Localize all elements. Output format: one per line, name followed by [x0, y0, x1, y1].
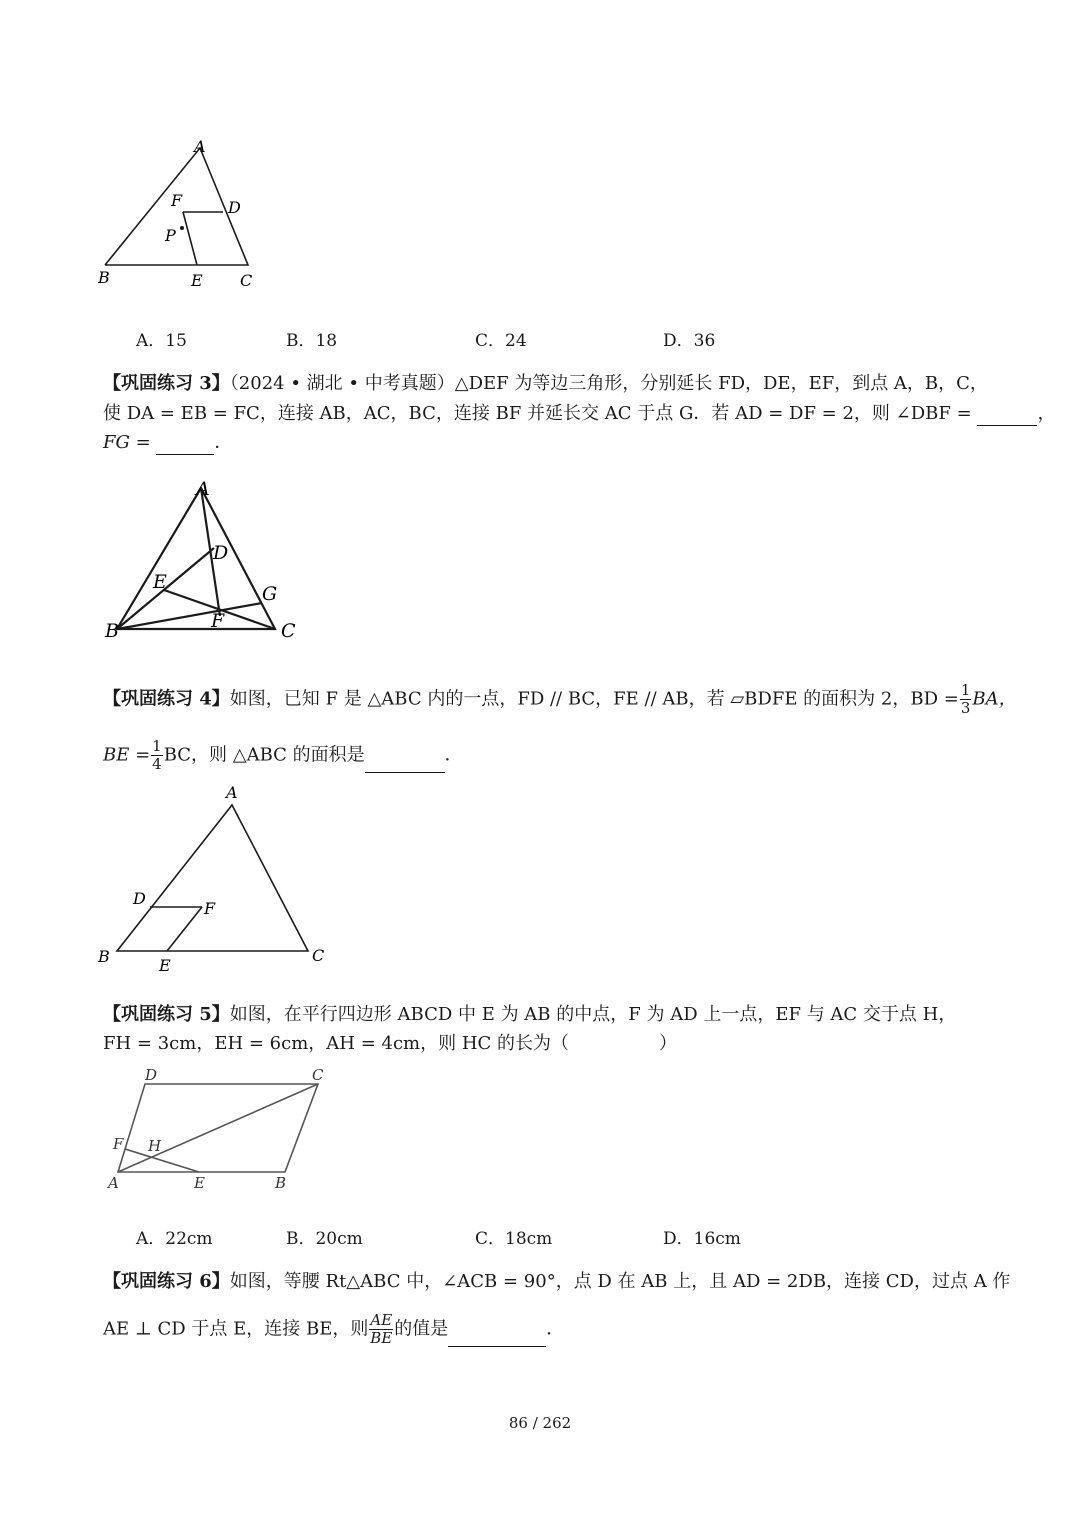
- ex3-tag: 【巩固练习 3】: [103, 373, 230, 394]
- label-b: B: [105, 620, 119, 642]
- figure-equilateral-def: [95, 475, 310, 645]
- point-p: [180, 226, 184, 230]
- ex3-comma: ，: [1037, 403, 1056, 424]
- option-c[interactable]: C．24: [475, 331, 527, 351]
- ex3-text1: △DEF 为等边三角形，分别延长 FD，DE，EF，到点 A，B，C，: [454, 373, 988, 394]
- ex6-text1: 如图，等腰 Rt△ABC 中，∠ACB = 90°，点 D 在 AB 上，且 AD = 2DB，连接 CD，过点 A 作: [229, 1271, 1011, 1292]
- label-c: C: [240, 271, 253, 290]
- frac-num: 1: [152, 737, 162, 755]
- ex3-answer-blank-1[interactable]: [977, 409, 1037, 426]
- label-c: C: [312, 1066, 324, 1084]
- ex6-line1: [103, 1270, 1010, 1294]
- label-e: E: [153, 571, 167, 593]
- ex6-tag: 【巩固练习 6】: [103, 1271, 230, 1292]
- ex3-line3: [103, 431, 232, 455]
- ex3-source: （2024 • 湖北 • 中考真题）: [229, 373, 455, 394]
- label-b: B: [275, 1174, 287, 1192]
- ex6-period: ．: [546, 1318, 565, 1340]
- label-p: P: [165, 226, 176, 245]
- label-e: E: [194, 1174, 205, 1192]
- ex3-text2: 使 DA = EB = FC，连接 AB，AC，BC，连接 BF 并延长交 AC 于点 G．若 AD = DF = 2，则 ∠DBF =: [103, 403, 972, 424]
- ex4-text1a: 如图，已知 F 是 △ABC 内的一点，FD // BC，FE // AB，若 ▱BDFE 的面积为 2，BD =: [229, 688, 959, 710]
- fraction-ae-over-be: [369, 1312, 393, 1347]
- ex5-option-b[interactable]: B．20cm: [286, 1229, 363, 1249]
- ex5-tag: 【巩固练习 5】: [103, 1004, 230, 1025]
- frac-den: 4: [152, 755, 162, 773]
- ex5-option-a[interactable]: A．22cm: [136, 1229, 213, 1249]
- ex6-text2b: 的值是: [394, 1318, 449, 1340]
- label-g: G: [262, 583, 278, 605]
- option-d[interactable]: D．36: [663, 331, 716, 351]
- label-a: A: [194, 137, 206, 156]
- label-f: F: [171, 191, 183, 210]
- label-d: D: [228, 198, 241, 217]
- frac-den: BE: [370, 1329, 393, 1347]
- frac-num: 1: [960, 681, 971, 699]
- fraction-one-quarter: [151, 738, 163, 773]
- label-f: F: [211, 610, 225, 632]
- ex4-tag: 【巩固练习 4】: [103, 688, 230, 710]
- label-e: E: [159, 956, 171, 975]
- figure-parallelogram-abcd: [100, 1063, 340, 1198]
- ex5-text1: 如图，在平行四边形 ABCD 中 E 为 AB 的中点，F 为 AD 上一点，EF 与 AC 交于点 H，: [229, 1004, 957, 1025]
- label-c: C: [312, 946, 325, 965]
- ex4-text1b: BA，: [972, 688, 1017, 710]
- ex3-fg-label: FG =: [103, 432, 151, 453]
- frac-num: AE: [370, 1311, 393, 1329]
- figure-triangle-bdfe: [90, 780, 335, 975]
- ex5-line1: [103, 1003, 956, 1027]
- label-f: F: [204, 899, 216, 918]
- label-f: F: [113, 1135, 124, 1153]
- label-d: D: [213, 542, 229, 564]
- ex3-period: ．: [214, 432, 233, 453]
- ex4-text2b: BC，则 △ABC 的面积是: [163, 744, 365, 766]
- ex4-line1: [103, 682, 1017, 717]
- ex5-option-c[interactable]: C．18cm: [475, 1229, 553, 1249]
- ex4-line2: [103, 738, 463, 773]
- ex6-line2: [103, 1312, 564, 1347]
- label-e: E: [191, 271, 203, 290]
- ex3-line1: [103, 372, 988, 396]
- label-d: D: [145, 1066, 158, 1084]
- label-b: B: [98, 947, 110, 966]
- fraction-one-third: [960, 682, 972, 717]
- ex5-line2: [103, 1032, 677, 1056]
- label-c: C: [281, 620, 296, 642]
- ex4-period: ．: [444, 744, 463, 766]
- ex4-text2a: BE =: [103, 744, 151, 766]
- option-b[interactable]: B．18: [286, 331, 338, 351]
- page-number: 86 / 262: [508, 1414, 572, 1432]
- ex5-option-d[interactable]: D．16cm: [663, 1229, 741, 1249]
- label-a: A: [108, 1174, 119, 1192]
- ex6-answer-blank[interactable]: [448, 1330, 546, 1347]
- label-h: H: [148, 1137, 162, 1155]
- ex4-answer-blank[interactable]: [365, 756, 445, 773]
- label-d: D: [133, 889, 146, 908]
- ex5-text2: FH = 3cm，EH = 6cm，AH = 4cm，则 HC 的长为（ ）: [103, 1033, 678, 1054]
- ex6-text2a: AE ⊥ CD 于点 E，连接 BE，则: [103, 1318, 369, 1340]
- ex3-answer-blank-2[interactable]: [156, 438, 214, 455]
- label-a: A: [226, 783, 238, 802]
- figure-triangle-abc-p: [90, 135, 270, 295]
- label-b: B: [98, 268, 110, 287]
- label-a: A: [196, 478, 210, 500]
- ex3-line2: [103, 402, 1055, 426]
- frac-den: 3: [960, 699, 971, 717]
- option-a[interactable]: A．15: [136, 331, 187, 351]
